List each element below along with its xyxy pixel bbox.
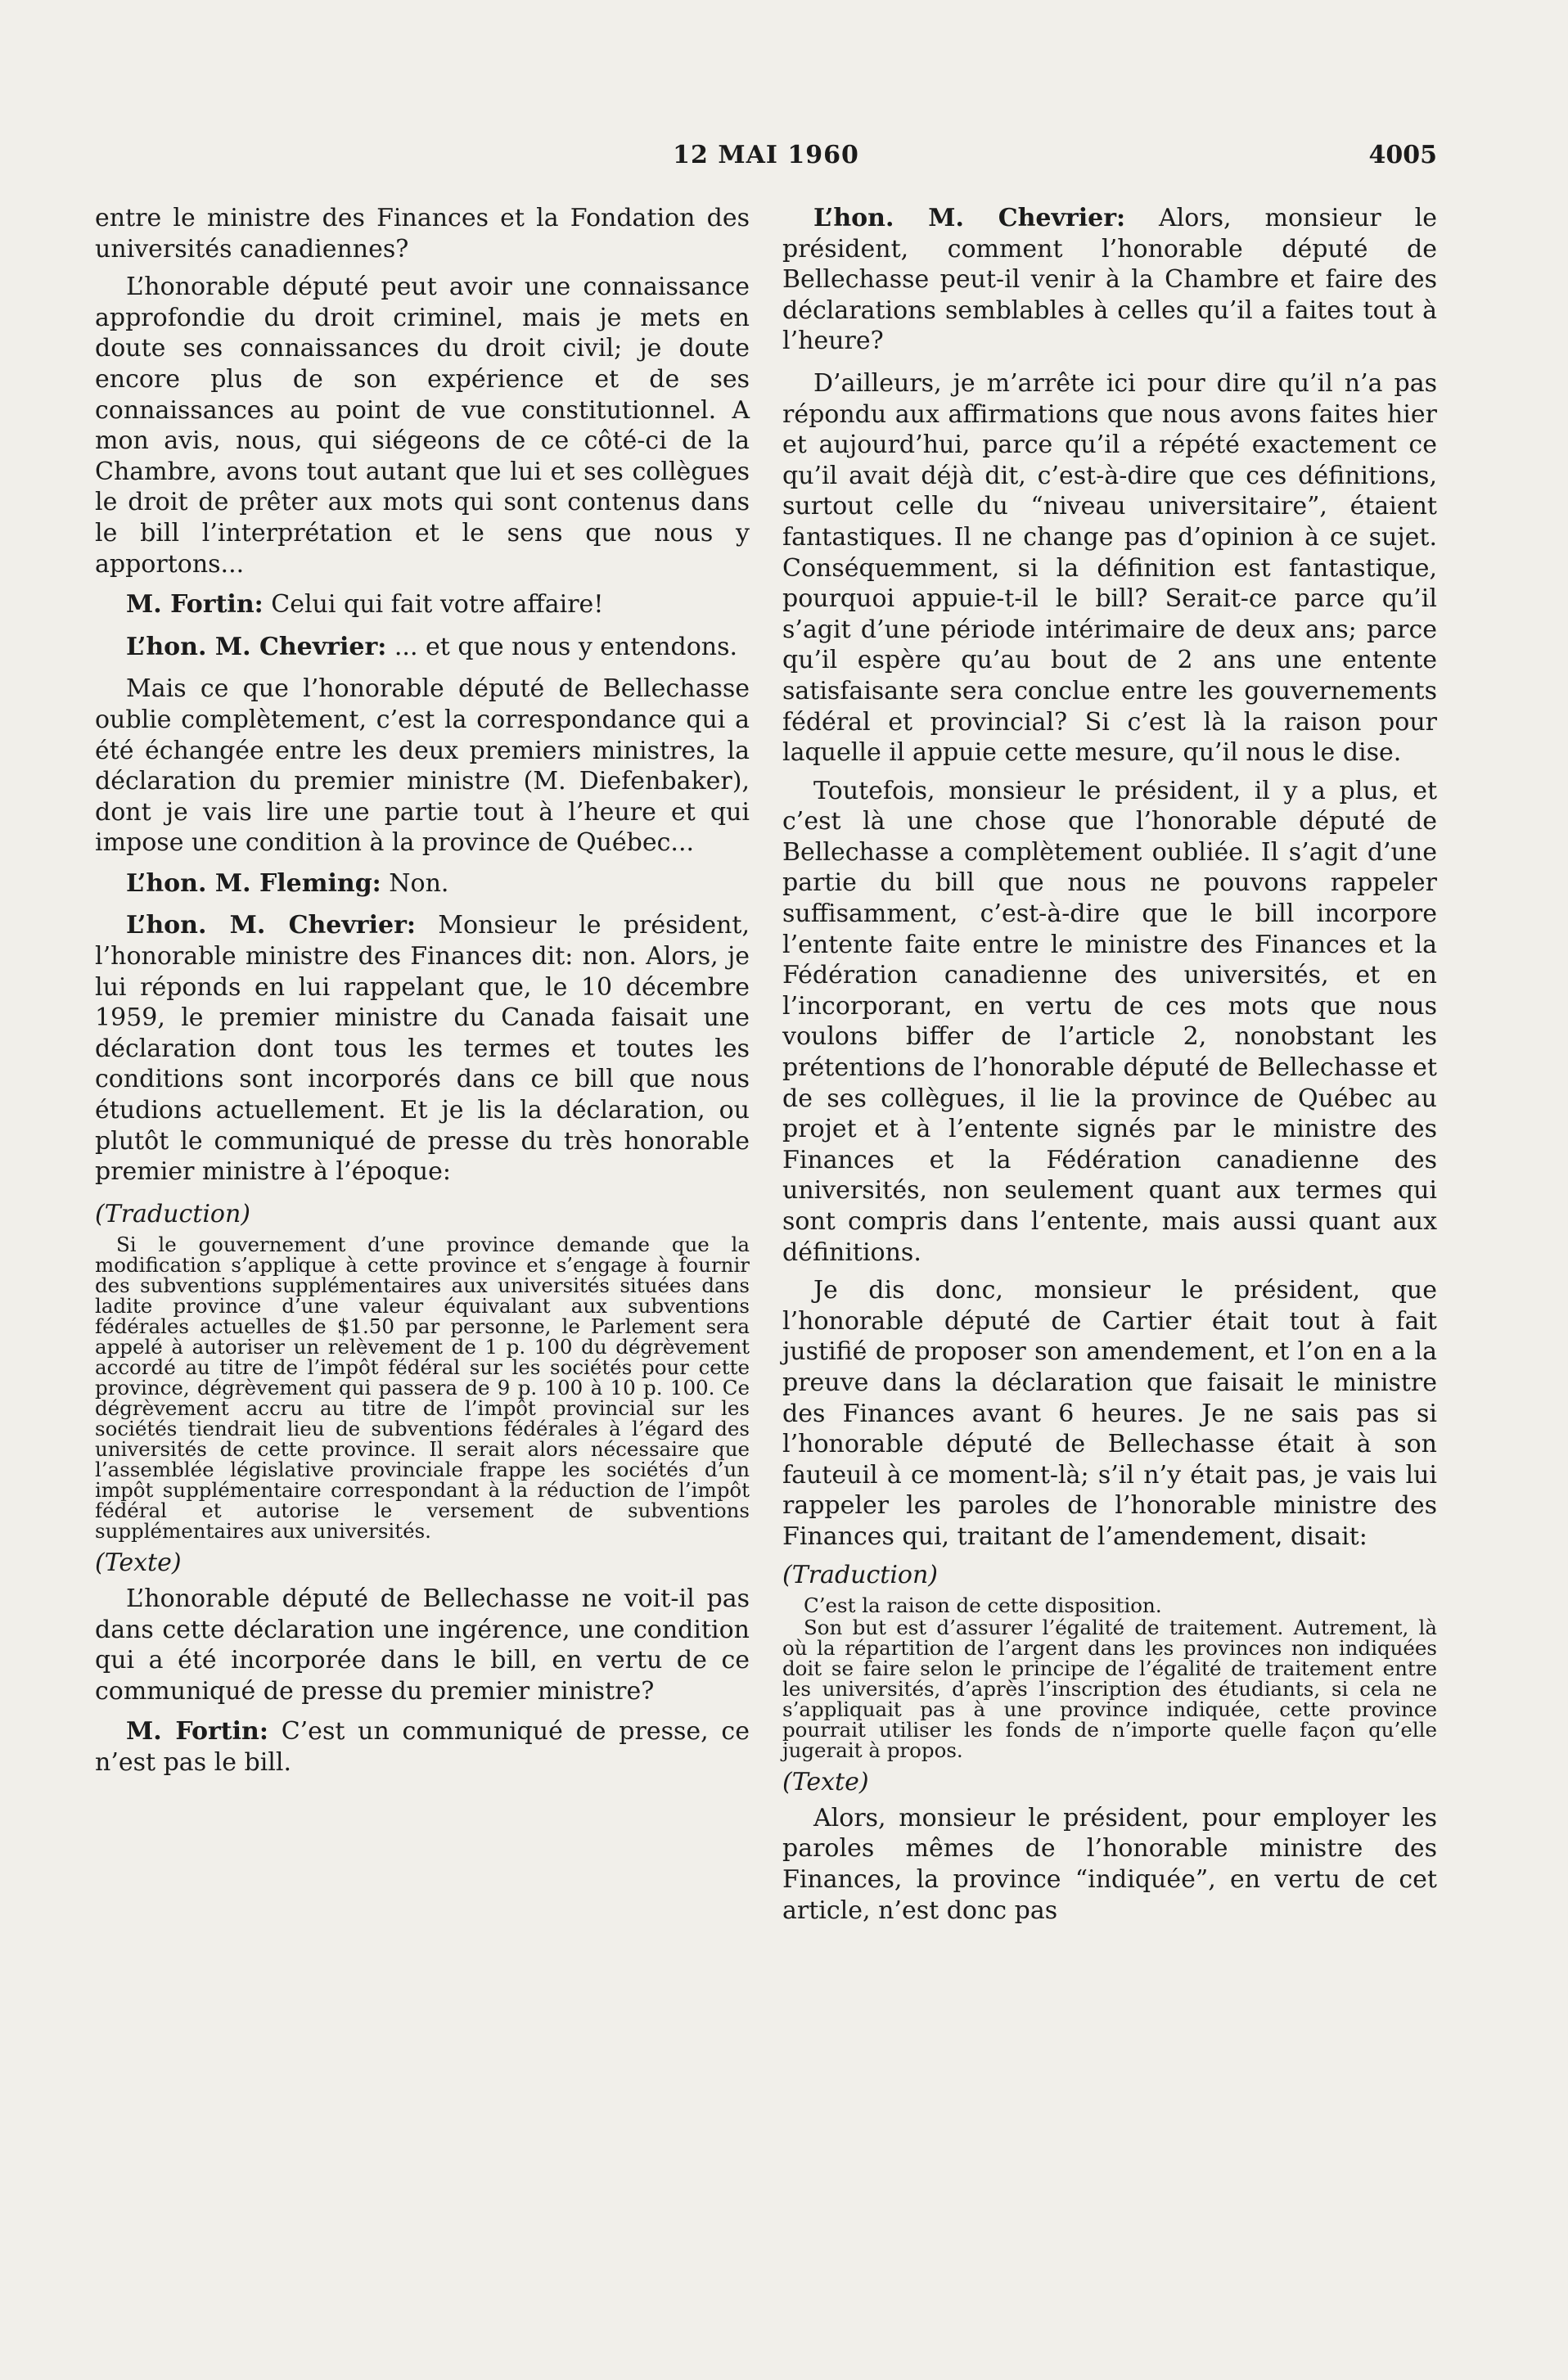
speech-paragraph <box>95 632 750 663</box>
right-column <box>782 203 1437 1933</box>
paragraph: L’honorable député de Bellechasse ne voit-il pas dans cette déclaration une ingérence, une condition qui a été incorporée dans le bill, en vertu de ce communiqué de presse du premier ministre? <box>95 1584 750 1706</box>
paragraph: Toutefois, monsieur le président, il y a plus, et c’est là une chose que l’honorable député de Bellechasse a complètement oubliée. Il s’agit d’une partie du bill que nous ne pouvons rappeler suffisamment, c’est-à-dire que le bill incorpore l’entente faite entre le ministre des Finances et la Fédération canadienne des universités, et en l’incorporant, en vertu de ces mots que nous voulons biffer de l’article 2, nonobstant les prétentions de l’honorable député de Bellechasse et de ses collègues, il lie la province de Québec au projet et à l’entente signés par le ministre des Finances et la Fédération canadienne des universités, non seulement quant aux termes qui sont compris dans l’entente, mais aussi quant aux définitions. <box>782 776 1437 1267</box>
speech-text: ... et que nous y entendons. <box>386 632 738 661</box>
page-header <box>95 141 1437 174</box>
paragraph: Mais ce que l’honorable député de Bellechasse oublie complètement, c’est la correspondance qui a été échangée entre les deux premiers ministres, la déclaration du premier ministre (M. Diefenbaker), dont je vais lire une partie tout à l’heure et qui impose une condition à la province de Québec... <box>95 674 750 858</box>
speaker-name: L’hon. M. Chevrier: <box>126 632 387 661</box>
speech-text: Alors, monsieur le président, comment l’honorable député de Bellechasse peut-il venir à la Chambre et faire des déclarations semblables à celles qu’il a faites tout à l’heure? <box>782 204 1437 356</box>
paragraph: D’ailleurs, je m’arrête ici pour dire qu’il n’a pas répondu aux affirmations que nous avons faites hier et aujourd’hui, parce qu’il a répété exactement ce qu’il avait déjà dit, c’est-à-dire que ces définitions, surtout celle du “niveau universitaire”, étaient fantastiques. Il ne change pas d’opinion à ce sujet. Conséquemment, si la définition est fantastique, pourquoi appuie-t-il le bill? Serait-ce parce qu’il s’agit d’une période intérimaire de deux ans; parce qu’il espère qu’au bout de 2 ans une entente satisfaisante sera conclue entre les gouvernements fédéral et provincial? Si c’est là la raison pour laquelle il appuie cette mesure, qu’il nous le dise. <box>782 368 1437 768</box>
section-label: (Traduction) <box>95 1199 251 1228</box>
paragraph: Je dis donc, monsieur le président, que l’honorable député de Cartier était tout à fait justifié de proposer son amendement, et l’on en a la preuve dans la déclaration que faisait le ministre des Finances avant 6 heures. Je ne sais pas si l’honorable député de Bellechasse était à son fauteuil à ce moment-là; s’il n’y était pas, je vais lui rappeler les paroles de l’honorable ministre des Finances qui, traitant de l’amendement, disait: <box>782 1276 1437 1551</box>
paragraph: Alors, monsieur le président, pour employer les paroles mêmes de l’honorable ministre des Finances, la province “indiquée”, en vertu de cet article, n’est donc pas <box>782 1803 1437 1925</box>
speaker-name: L’hon. M. Fleming: <box>126 868 381 898</box>
quote-text: Si le gouvernement d’une province demande que la modification s’applique à cette province et s’engage à fournir des subventions supplémentaires aux universités situées dans ladite province d’une valeur équivalant aux subventions fédérales actuelles de $1.50 par personne, le Parlement sera appelé à autoriser un relèvement de 1 p. 100 du dégrèvement accordé au titre de l’impôt fédéral sur les sociétés pour cette province, dégrèvement qui passera de 9 p. 100 à 10 p. 100. Ce dégrèvement accru au titre de l’impôt provincial sur les sociétés tiendrait lieu de subventions fédérales à l’égard des universités de cette province. Il serait alors nécessaire que l’assemblée législative provinciale frappe les sociétés d’un impôt supplémentaire correspondant à la réduction de l’impôt fédéral et autorise le versement de subventions supplémentaires aux universités. <box>95 1233 750 1544</box>
quote-text: C’est la raison de cette disposition. <box>804 1593 1162 1618</box>
speech-paragraph <box>95 868 750 899</box>
speech-paragraph <box>95 1716 750 1778</box>
speaker-name: L’hon. M. Chevrier: <box>813 204 1126 232</box>
speaker-name: M. Fortin: <box>126 1717 268 1747</box>
page-number: 4005 <box>1368 141 1437 169</box>
speech-text: Monsieur le président, l’honorable ministre des Finances dit: non. Alors, je lui réponds en lui rappelant que, le 10 décembre 1959, le premier ministre du Canada faisait une déclaration dont tous les termes et toutes les conditions sont incorporés dans ce bill que nous étudions actuellement. Et je lis la déclaration, ou plutôt le communiqué de presse du très honorable premier ministre à l’époque: <box>95 911 750 1187</box>
section-label: (Texte) <box>782 1768 869 1797</box>
speech-text: C’est un communiqué de presse, ce n’est pas le bill. <box>95 1717 750 1777</box>
quote-text: Son but est d’assurer l’égalité de traitement. Autrement, là où la répartition de l’argent dans les provinces non indiquées doit se faire selon le principe de l’égalité de traitement entre les universités, d’après l’inscription des étudiants, si cela ne s’appliquait pas à une province indiquée, cette province pourrait utiliser les fonds de n’importe quelle façon qu’elle jugerait à propos. <box>782 1616 1437 1763</box>
section-label: (Texte) <box>95 1548 182 1578</box>
speaker-name: L’hon. M. Chevrier: <box>126 911 416 940</box>
speaker-name: M. Fortin: <box>126 590 264 620</box>
speech-text: Non. <box>381 868 449 898</box>
speech-text: Celui qui fait votre affaire! <box>263 590 604 620</box>
paragraph: L’honorable député peut avoir une connaissance approfondie du droit criminel, mais je mets en doute ses connaissances du droit civil; je doute encore plus de son expérience et de ses connaissances au point de vue constitutionnel. A mon avis, nous, qui siégeons de ce côté-ci de la Chambre, avons tout autant que lui et ses collègues le droit de prêter aux mots qui sont contenus dans le bill l’interprétation et le sens que nous y apportons... <box>95 273 750 579</box>
header-date: 12 MAI 1960 <box>673 141 859 169</box>
left-column <box>95 203 750 1790</box>
speech-paragraph <box>95 910 750 1187</box>
speech-paragraph <box>782 203 1437 357</box>
section-label: (Traduction) <box>782 1560 939 1589</box>
speech-paragraph <box>95 589 750 620</box>
block-quote <box>782 1593 1437 1763</box>
block-quote <box>95 1233 750 1544</box>
paragraph: entre le ministre des Finances et la Fondation des universités canadiennes? <box>95 204 750 264</box>
